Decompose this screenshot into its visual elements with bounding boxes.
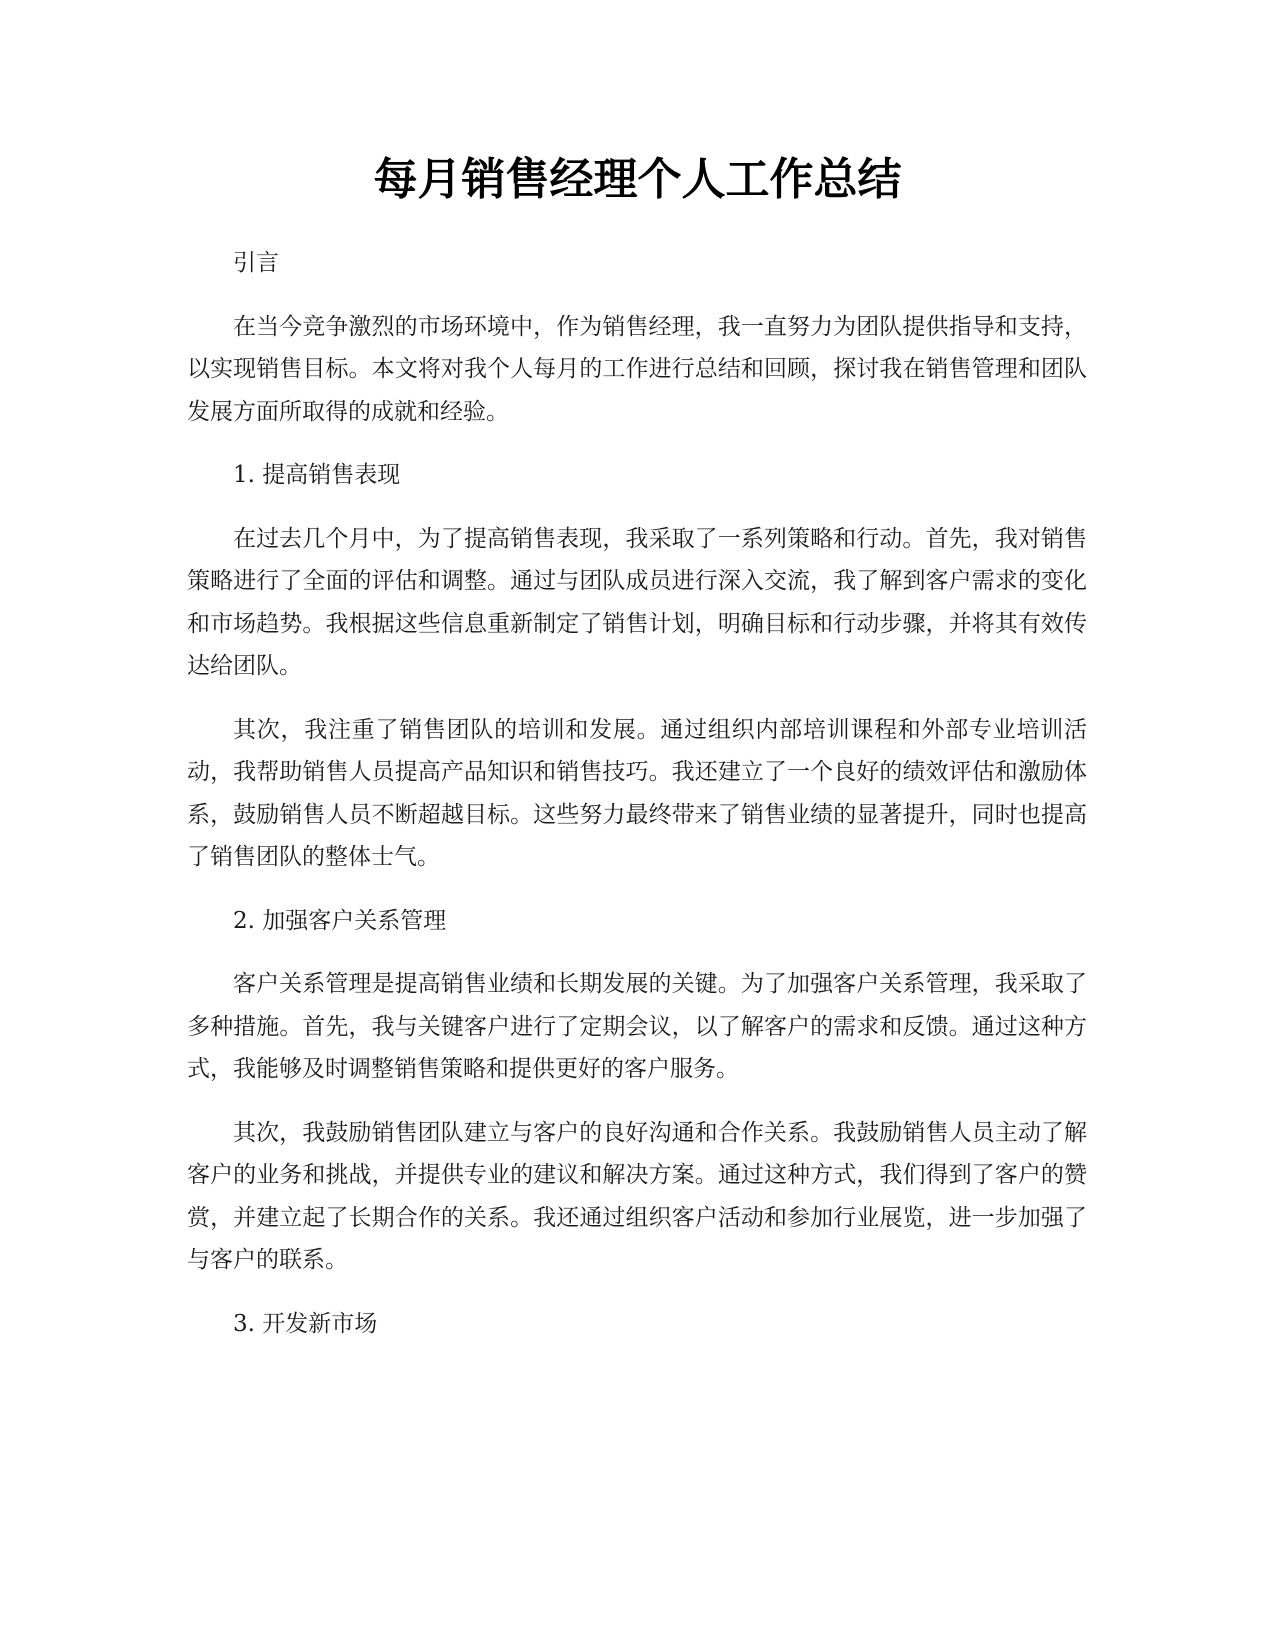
paragraph-2b: 其次，我鼓励销售团队建立与客户的良好沟通和合作关系。我鼓励销售人员主动了解客户的业务和挑战，并提供专业的建议和解决方案。通过这种方式，我们得到了客户的赞赏，并建立起了长期合作的关系。我还通过组织客户活动和参加行业展览，进一步加强了与客户的联系。 [187, 1119, 1087, 1273]
paragraph-1a: 在过去几个月中，为了提高销售表现，我采取了一系列策略和行动。首先，我对销售策略进行了全面的评估和调整。通过与团队成员进行深入交流，我了解到客户需求的变化和市场趋势。我根据这些信息重新制定了销售计划，明确目标和行动步骤，并将其有效传达给团队。 [187, 525, 1087, 679]
section-heading-2: 2. 加强客户关系管理 [233, 907, 447, 934]
section-heading-intro: 引言 [233, 250, 279, 276]
document-title: 每月销售经理个人工作总结 [373, 154, 902, 205]
document-body [187, 242, 1087, 1345]
section-heading-1: 1. 提高销售表现 [233, 462, 401, 488]
section-heading-3: 3. 开发新市场 [233, 1310, 378, 1337]
paragraph-2a: 客户关系管理是提高销售业绩和长期发展的关键。为了加强客户关系管理，我采取了多种措施。首先，我与关键客户进行了定期会议，以了解客户的需求和反馈。通过这种方式，我能够及时调整销售策略和提供更好的客户服务。 [187, 971, 1087, 1082]
paragraph-intro: 在当今竞争激烈的市场环境中，作为销售经理，我一直努力为团队提供指导和支持，以实现销售目标。本文将对我个人每月的工作进行总结和回顾，探讨我在销售管理和团队发展方面所取得的成就和经验。 [187, 313, 1087, 425]
paragraph-1b: 其次，我注重了销售团队的培训和发展。通过组织内部培训课程和外部专业培训活动，我帮助销售人员提高产品知识和销售技巧。我还建立了一个良好的绩效评估和激励体系，鼓励销售人员不断超越目标。这些努力最终带来了销售业绩的显著提升，同时也提高了销售团队的整体士气。 [187, 716, 1087, 870]
